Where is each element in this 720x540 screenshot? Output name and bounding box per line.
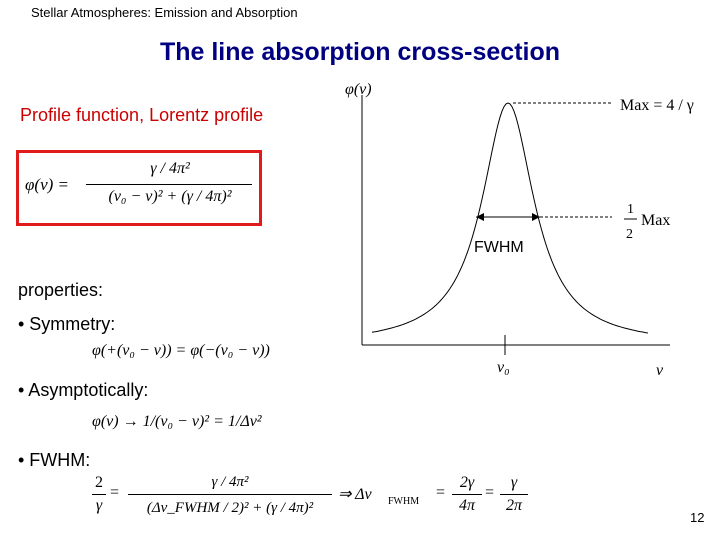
fwhm-lhs-numerator: 2 (95, 474, 103, 491)
fwhm-label: FWHM (474, 239, 524, 256)
asymptotic-formula: φ(ν) → 1/(ν₀ − ν)² = 1/Δν² (92, 413, 262, 430)
lorentz-denominator: (ν₀ − ν)² + (γ / 4π)² (108, 188, 232, 205)
fwhm-r1-denominator: 4π (458, 497, 475, 514)
half-max-frac-den: 2 (626, 227, 633, 242)
lorentz-lhs: φ(ν) = (25, 175, 69, 194)
fwhm-r2-numerator: γ (510, 474, 518, 491)
page-number: 12 (690, 510, 705, 525)
half-max-label: Max (641, 212, 671, 229)
fwhm-lhs-denominator: γ (95, 497, 103, 514)
fwhm-r1-numerator: 2γ (459, 474, 475, 491)
course-header: Stellar Atmospheres: Emission and Absorption (31, 5, 298, 20)
slide-title: The line absorption cross-section (159, 38, 561, 66)
center-label: ν₀ (497, 359, 510, 376)
lorentz-curve (372, 103, 648, 333)
symmetry-formula: φ(+(ν₀ − ν)) = φ(−(ν₀ − ν)) (92, 342, 270, 359)
fwhm-mid-numerator: γ / 4π² (211, 474, 249, 490)
y-axis-label: φ(ν) (345, 81, 372, 98)
fwhm-equals-3: = (485, 484, 495, 501)
fwhm-mid-denominator: (Δν_FWHM / 2)² + (γ / 4π)² (146, 500, 314, 516)
lorentz-numerator: γ / 4π² (150, 160, 190, 177)
fwhm-r2-denominator: 2π (505, 497, 522, 514)
fwhm-equals: = (110, 484, 120, 501)
x-axis-label: ν (656, 362, 664, 379)
profile-function-label: Profile function, Lorentz profile (20, 105, 264, 125)
properties-heading: properties: (18, 280, 104, 300)
fwhm-equals-2: = (436, 484, 446, 501)
property-symmetry: • Symmetry: (18, 314, 116, 334)
fwhm-implies: ⇒ Δν (338, 486, 372, 503)
half-max-frac-num: 1 (627, 202, 634, 217)
fwhm-subscript: FWHM (388, 496, 420, 507)
property-fwhm: • FWHM: (18, 450, 91, 470)
property-asymptotic: • Asymptotically: (18, 380, 149, 400)
max-label: Max = 4 / γ (620, 97, 694, 114)
